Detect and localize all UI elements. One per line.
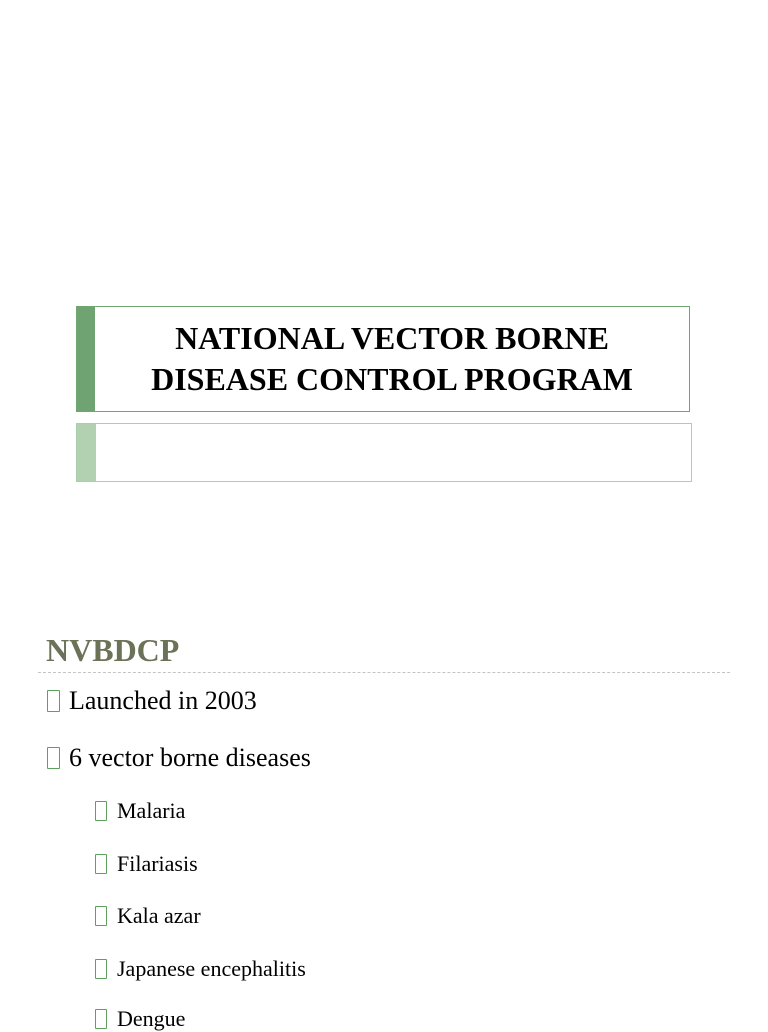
title-accent-bar	[77, 307, 95, 411]
list-item-text: Malaria	[117, 798, 186, 823]
list-item-text: 6 vector borne diseases	[69, 743, 311, 772]
square-outline-bullet-icon	[95, 959, 107, 979]
subtitle-placeholder	[76, 423, 692, 482]
slide-title: NATIONAL VECTOR BORNE DISEASE CONTROL PROGRAM	[151, 320, 633, 397]
sub-list-item	[95, 798, 185, 824]
list-item-text: Launched in 2003	[69, 686, 257, 715]
square-outline-bullet-icon	[95, 906, 107, 926]
sub-list-item	[95, 903, 201, 929]
square-outline-bullet-icon	[47, 747, 60, 769]
square-outline-bullet-icon	[95, 1009, 107, 1029]
subtitle-accent-bar	[77, 424, 96, 481]
list-item	[47, 743, 311, 773]
sub-list-item	[95, 1006, 185, 1032]
section-heading: NVBDCP	[46, 632, 180, 668]
list-item	[47, 686, 257, 716]
list-item-text: Filariasis	[117, 851, 198, 876]
list-item-text: Kala azar	[117, 903, 201, 928]
title-placeholder	[76, 306, 690, 412]
square-outline-bullet-icon	[47, 690, 60, 712]
square-outline-bullet-icon	[95, 854, 107, 874]
list-item-text: Dengue	[117, 1006, 186, 1031]
sub-list-item	[95, 851, 198, 877]
heading-divider	[38, 672, 730, 673]
square-outline-bullet-icon	[95, 801, 107, 821]
sub-list-item	[95, 956, 306, 982]
list-item-text: Japanese encephalitis	[117, 956, 306, 981]
